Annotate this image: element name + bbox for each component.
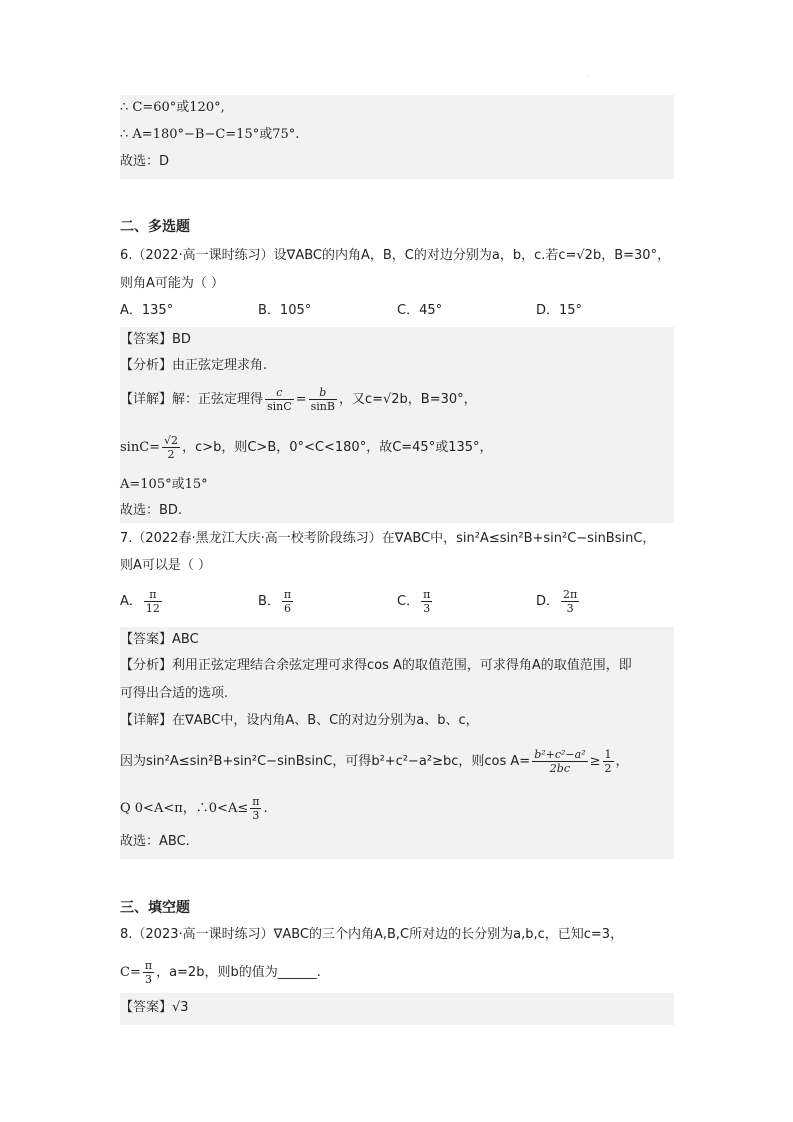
q7-option-c [397, 588, 434, 615]
q7-stem-line-1: 7.（2022春·黑龙江大庆·高一校考阶段练习）在∇ABC中，sin²A≤sin²B+sin²C−sinBsinC， [120, 531, 656, 546]
q7-option-b-den: 6 [284, 602, 292, 615]
q6-line2-frac-num: √2 [164, 434, 179, 447]
q7-line3-prefix: Q 0<A<π，∴0<A≤ [120, 801, 249, 816]
q7-option-b-frac [282, 588, 293, 615]
q7-option-a [120, 588, 164, 615]
q6-detail-frac-2 [309, 386, 337, 413]
q6-detail-frac-1-num: c [265, 386, 294, 400]
section-heading-multi-choice: 二、多选题 [120, 219, 190, 235]
q6-detail-frac-2-num: b [309, 386, 337, 400]
q6-answer: 【答案】BD [120, 332, 191, 347]
q7-option-a-label: A． [120, 594, 142, 609]
q6-option-b: B．105° [258, 303, 312, 318]
q7-option-d-den: 3 [566, 602, 574, 615]
q7-line2-tail: ， [615, 754, 629, 769]
q7-line3-tail: . [263, 801, 268, 816]
q6-detail-frac-1 [265, 386, 294, 413]
q7-line2-frac-den: 2bc [549, 762, 570, 775]
q6-detail-line-4: 故选：BD. [120, 503, 183, 518]
q6-line2-prefix: sinC= [120, 440, 161, 455]
q8-line2-prefix: C= [120, 965, 141, 980]
q7-option-c-frac [421, 588, 432, 615]
q6-line2-tail: ，c>b，则C>B，0°<C<180°，故C=45°或135°， [182, 440, 493, 455]
q7-option-a-den: 12 [145, 602, 160, 615]
q7-option-d-label: D． [536, 594, 560, 609]
q7-option-a-num: π [144, 588, 162, 602]
q7-detail-line-4: 故选：ABC. [120, 834, 190, 849]
q7-detail-line-3 [120, 795, 268, 822]
q8-line2-frac-den: 3 [144, 973, 152, 986]
q7-line2-frac-2-num: 1 [604, 748, 612, 761]
q7-answer: 【答案】ABC [120, 632, 199, 647]
q7-analysis-line-1: 【分析】利用正弦定理结合余弦定理可求得cos A的取值范围，可求得角A的取值范围，即 [120, 658, 632, 673]
corner-mark: · [587, 73, 589, 80]
q8-stem-line-2 [120, 959, 321, 986]
q7-line2-frac-num: b²+c²−a² [534, 748, 586, 761]
q7-option-c-den: 3 [423, 602, 431, 615]
q6-detail-tail: ，又c=√2b，B=30°， [338, 392, 477, 407]
q7-line2-prefix: 因为sin²A≤sin²B+sin²C−sinBsinC，可得b²+c²−a²≥bc，则cos A= [120, 754, 531, 769]
top-line-2: ∴ A=180°−B−C=15°或75°. [120, 127, 300, 142]
q7-stem-line-2: 则A可以是（ ） [120, 558, 212, 573]
q7-option-b-num: π [283, 588, 292, 601]
top-line-3: 故选：D [120, 154, 170, 169]
q7-line2-frac-2-den: 2 [604, 762, 612, 775]
q6-line2-frac-den: 2 [167, 448, 175, 461]
q7-option-c-num: π [423, 588, 431, 601]
q6-line2-frac [162, 434, 180, 461]
q8-line2-tail: ，a=2b，则b的值为______. [156, 965, 321, 980]
q7-detail-line-1: 【详解】在∇ABC中，设内角A、B、C的对边分别为a、b、c， [120, 713, 479, 728]
q7-line2-frac [532, 748, 587, 775]
q7-option-d-num: 2π [563, 588, 578, 601]
q8-stem-line-1: 8.（2023·高一课时练习）∇ABC的三个内角A,B,C所对边的长分别为a,b,c，已知c=3， [120, 927, 624, 942]
q6-stem-line-2: 则角A可能为（ ） [120, 276, 225, 291]
q7-line3-frac [250, 795, 261, 822]
q7-line2-frac-2 [603, 748, 614, 775]
q6-analysis: 【分析】由正弦定理求角. [120, 358, 268, 373]
q6-option-a: A．135° [120, 303, 174, 318]
q6-stem-line-1: 6.（2022·高一课时练习）设∇ABC的内角A，B，C的对边分别为a，b，c.若c=√2b，B=30°， [120, 248, 671, 263]
q6-detail-frac-1-den: sinC [267, 400, 292, 413]
q7-line2-mid: ≥ [589, 754, 601, 769]
q7-option-d [536, 588, 581, 615]
q6-detail-line-3: A=105°或15° [120, 477, 208, 492]
q6-detail-label: 【详解】解：正弦定理得 [120, 392, 264, 407]
q6-detail-frac-2-den: sinB [310, 400, 335, 413]
q7-option-c-label: C． [397, 594, 420, 609]
q7-line3-frac-den: 3 [252, 809, 260, 822]
q7-line3-frac-num: π [252, 795, 260, 808]
q7-option-b [258, 588, 295, 615]
q6-option-c: C．45° [397, 303, 443, 318]
q8-solution-block [120, 993, 674, 1025]
q7-detail-line-2 [120, 748, 629, 775]
q7-option-b-label: B． [258, 594, 280, 609]
q8-answer: 【答案】√3 [120, 1000, 189, 1015]
q6-detail-line-1 [120, 386, 477, 413]
q6-detail-eq: = [295, 392, 307, 407]
top-line-1: ∴ C=60°或120°, [120, 100, 225, 115]
q7-option-a-frac [144, 588, 162, 615]
q6-option-d: D．15° [536, 303, 583, 318]
q6-detail-line-2 [120, 434, 493, 461]
q8-line2-frac-num: π [144, 959, 153, 972]
q7-analysis-line-2: 可得出合适的选项. [120, 686, 229, 701]
q8-line2-frac [143, 959, 154, 986]
section-heading-fill-blank: 三、填空题 [120, 900, 190, 916]
q7-option-d-frac [561, 588, 579, 615]
